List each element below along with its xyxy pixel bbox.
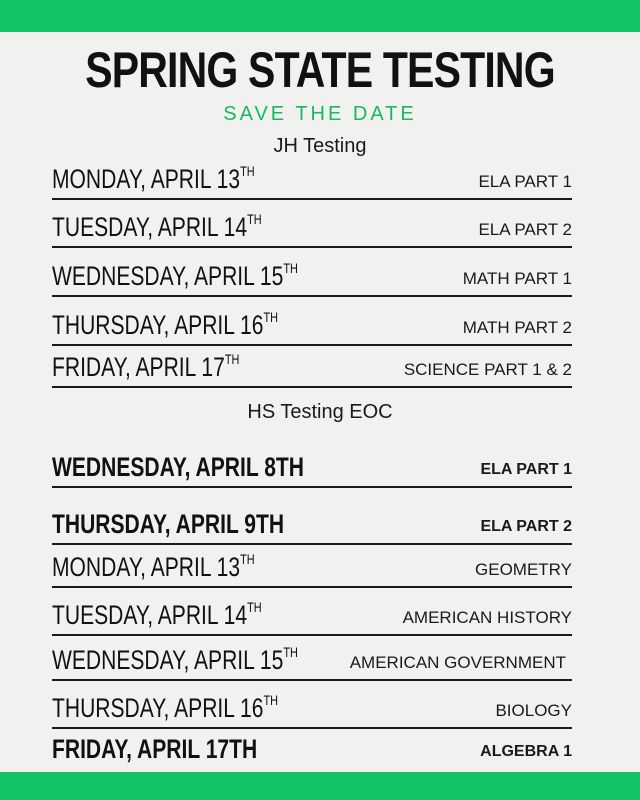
jh-section-heading: JH Testing xyxy=(273,135,367,157)
jh-row xyxy=(52,309,572,346)
date-label: WEDNESDAY, APRIL 15TH xyxy=(52,260,298,291)
hs-row xyxy=(52,551,572,588)
date-label: FRIDAY, APRIL 17TH xyxy=(52,734,258,764)
page-subtitle: SAVE THE DATE xyxy=(223,103,417,125)
subject-label: GEOMETRY xyxy=(475,560,572,579)
date-label: TUESDAY, APRIL 14TH xyxy=(52,599,262,630)
date-label: THURSDAY, APRIL 16TH xyxy=(52,692,279,723)
date-label: THURSDAY, APRIL 16TH xyxy=(52,309,279,340)
subject-label: AMERICAN HISTORY xyxy=(402,608,572,627)
subject-label: ALGEBRA 1 xyxy=(480,743,572,760)
date-label: MONDAY, APRIL 13TH xyxy=(52,551,255,582)
subject-label: BIOLOGY xyxy=(495,701,572,720)
subject-label: ELA PART 2 xyxy=(480,518,572,535)
subject-label: ELA PART 1 xyxy=(478,172,572,191)
hs-row xyxy=(52,599,572,636)
date-label: MONDAY, APRIL 13TH xyxy=(52,163,255,194)
hs-row xyxy=(52,644,572,681)
subject-label: SCIENCE PART 1 & 2 xyxy=(403,360,572,379)
date-label: THURSDAY, APRIL 9TH xyxy=(52,509,285,539)
top-green-bar xyxy=(0,0,640,32)
jh-row xyxy=(52,260,572,297)
subject-label: ELA PART 1 xyxy=(480,461,572,478)
date-label: FRIDAY, APRIL 17TH xyxy=(52,351,240,382)
date-label: WEDNESDAY, APRIL 8TH xyxy=(52,452,305,482)
page-title: SPRING STATE TESTING xyxy=(85,42,555,98)
hs-row xyxy=(52,692,572,729)
jh-row xyxy=(52,351,572,388)
subject-label: MATH PART 1 xyxy=(462,269,572,288)
jh-row xyxy=(52,211,572,248)
subject-label: ELA PART 2 xyxy=(478,220,572,239)
date-label: WEDNESDAY, APRIL 15TH xyxy=(52,644,298,675)
date-label: TUESDAY, APRIL 14TH xyxy=(52,211,262,242)
jh-row xyxy=(52,163,572,200)
subject-label: MATH PART 2 xyxy=(462,318,572,337)
hs-row xyxy=(52,509,572,545)
hs-row xyxy=(52,452,572,488)
bottom-green-bar xyxy=(0,772,640,800)
subject-label: AMERICAN GOVERNMENT xyxy=(349,653,566,672)
hs-section-heading: HS Testing EOC xyxy=(247,401,393,423)
hs-row xyxy=(52,734,572,768)
